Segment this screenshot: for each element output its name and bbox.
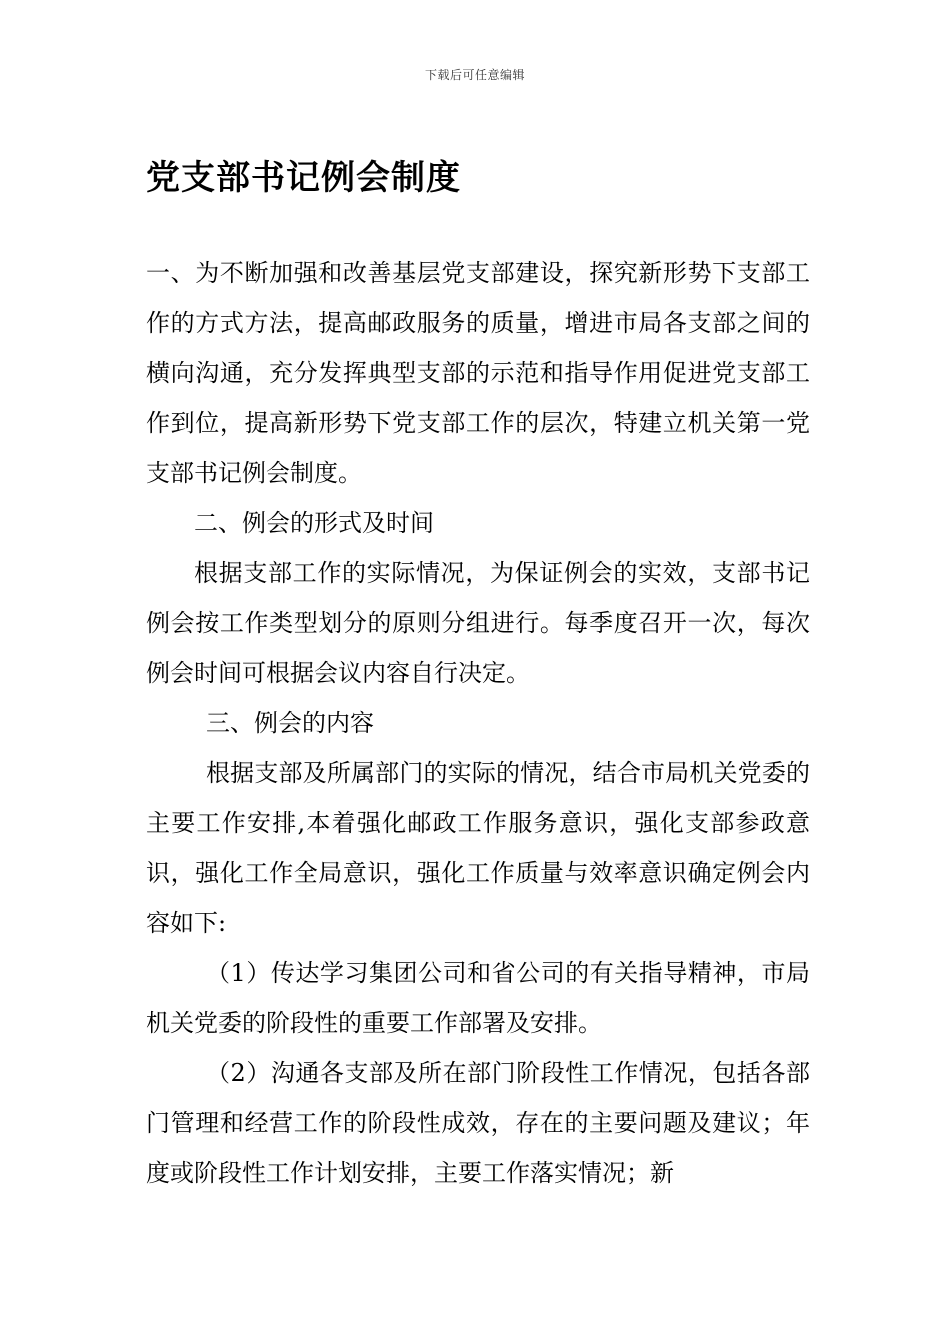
document-title: 党支部书记例会制度 xyxy=(146,158,461,198)
paragraph-form-time: 根据支部工作的实际情况，为保证例会的实效，支部书记例会按工作类型划分的原则分组进行。每季度召开一次，每次例会时间可根据会议内容自行决定。 xyxy=(146,559,810,687)
paragraph-content-intro: 根据支部及所属部门的实际的情况，结合市局机关党委的主要工作安排,本着强化邮政工作服务意识，强化支部参政意识，强化工作全局意识，强化工作质量与效率意识确定例会内容如下: xyxy=(146,759,810,937)
document-body xyxy=(146,248,810,1198)
list-item-1: （1）传达学习集团公司和省公司的有关指导精神，市局机关党委的阶段性的重要工作部署及安排。 xyxy=(146,959,810,1037)
paragraph-purpose: 一、为不断加强和改善基层党支部建设，探究新形势下支部工作的方式方法，提高邮政服务的质量，增进市局各支部之间的横向沟通，充分发挥典型支部的示范和指导作用促进党支部工作到位，提高新形势下党支部工作的层次，特建立机关第一党支部书记例会制度。 xyxy=(146,259,810,487)
header-note: 下载后可任意编辑 xyxy=(424,68,525,82)
list-item-2: （2）沟通各支部及所在部门阶段性工作情况，包括各部门管理和经营工作的阶段性成效，存在的主要问题及建议；年度或阶段性工作计划安排，主要工作落实情况；新 xyxy=(146,1059,810,1187)
section-heading-form-time: 二、例会的形式及时间 xyxy=(194,509,434,537)
section-heading-content: 三、例会的内容 xyxy=(206,709,374,737)
